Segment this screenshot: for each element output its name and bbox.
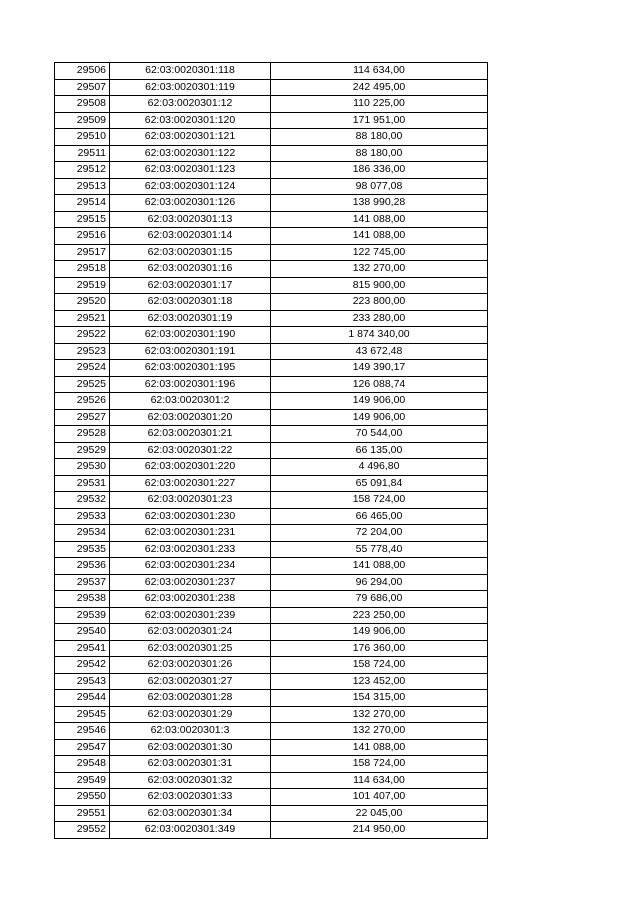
cadastral-number-cell: 62:03:0020301:237 [110,574,271,591]
cadastral-number-cell: 62:03:0020301:18 [110,294,271,311]
value-cell: 149 390,17 [271,360,488,377]
value-cell: 70 544,00 [271,426,488,443]
value-cell: 88 180,00 [271,145,488,162]
table-body [55,63,488,839]
value-cell: 98 077,08 [271,178,488,195]
row-index-cell: 29533 [55,508,110,525]
cadastral-number-cell: 62:03:0020301:120 [110,112,271,129]
table-row [55,244,488,261]
value-cell: 138 990,28 [271,195,488,212]
cadastral-number-cell: 62:03:0020301:23 [110,492,271,509]
cadastral-number-cell: 62:03:0020301:238 [110,591,271,608]
row-index-cell: 29543 [55,673,110,690]
table-row [55,393,488,410]
cadastral-number-cell: 62:03:0020301:227 [110,475,271,492]
row-index-cell: 29527 [55,409,110,426]
row-index-cell: 29537 [55,574,110,591]
cadastral-number-cell: 62:03:0020301:3 [110,723,271,740]
value-cell: 132 270,00 [271,261,488,278]
table-row [55,591,488,608]
row-index-cell: 29510 [55,129,110,146]
cadastral-number-cell: 62:03:0020301:2 [110,393,271,410]
value-cell: 214 950,00 [271,822,488,839]
row-index-cell: 29549 [55,772,110,789]
value-cell: 158 724,00 [271,657,488,674]
cadastral-number-cell: 62:03:0020301:196 [110,376,271,393]
value-cell: 114 634,00 [271,772,488,789]
cadastral-number-cell: 62:03:0020301:22 [110,442,271,459]
table-row [55,409,488,426]
row-index-cell: 29546 [55,723,110,740]
row-index-cell: 29516 [55,228,110,245]
row-index-cell: 29524 [55,360,110,377]
row-index-cell: 29552 [55,822,110,839]
value-cell: 233 280,00 [271,310,488,327]
cadastral-number-cell: 62:03:0020301:16 [110,261,271,278]
cadastral-number-cell: 62:03:0020301:31 [110,756,271,773]
row-index-cell: 29506 [55,63,110,80]
row-index-cell: 29539 [55,607,110,624]
value-cell: 126 088,74 [271,376,488,393]
table-row [55,492,488,509]
table-row [55,360,488,377]
row-index-cell: 29525 [55,376,110,393]
value-cell: 141 088,00 [271,558,488,575]
table-row [55,607,488,624]
cadastral-number-cell: 62:03:0020301:121 [110,129,271,146]
table-row [55,310,488,327]
table-row [55,327,488,344]
row-index-cell: 29532 [55,492,110,509]
value-cell: 22 045,00 [271,805,488,822]
cadastral-number-cell: 62:03:0020301:234 [110,558,271,575]
value-cell: 1 874 340,00 [271,327,488,344]
cadastral-number-cell: 62:03:0020301:26 [110,657,271,674]
row-index-cell: 29507 [55,79,110,96]
value-cell: 815 900,00 [271,277,488,294]
row-index-cell: 29548 [55,756,110,773]
value-cell: 171 951,00 [271,112,488,129]
table-row [55,789,488,806]
cadastral-number-cell: 62:03:0020301:17 [110,277,271,294]
row-index-cell: 29541 [55,640,110,657]
row-index-cell: 29519 [55,277,110,294]
row-index-cell: 29529 [55,442,110,459]
table-row [55,706,488,723]
table-row [55,508,488,525]
value-cell: 186 336,00 [271,162,488,179]
cadastral-number-cell: 62:03:0020301:191 [110,343,271,360]
value-cell: 43 672,48 [271,343,488,360]
value-cell: 154 315,00 [271,690,488,707]
cadastral-number-cell: 62:03:0020301:122 [110,145,271,162]
value-cell: 66 135,00 [271,442,488,459]
value-cell: 114 634,00 [271,63,488,80]
value-cell: 223 800,00 [271,294,488,311]
table-row [55,79,488,96]
value-cell: 176 360,00 [271,640,488,657]
cadastral-number-cell: 62:03:0020301:349 [110,822,271,839]
cadastral-number-cell: 62:03:0020301:124 [110,178,271,195]
table-row [55,294,488,311]
value-cell: 132 270,00 [271,723,488,740]
table-row [55,343,488,360]
value-cell: 223 250,00 [271,607,488,624]
row-index-cell: 29530 [55,459,110,476]
cadastral-number-cell: 62:03:0020301:34 [110,805,271,822]
value-cell: 242 495,00 [271,79,488,96]
cadastral-number-cell: 62:03:0020301:15 [110,244,271,261]
table-row [55,195,488,212]
cadastral-number-cell: 62:03:0020301:25 [110,640,271,657]
table-row [55,541,488,558]
row-index-cell: 29520 [55,294,110,311]
table-row [55,178,488,195]
table-row [55,624,488,641]
cadastral-number-cell: 62:03:0020301:220 [110,459,271,476]
cadastral-number-cell: 62:03:0020301:24 [110,624,271,641]
value-cell: 79 686,00 [271,591,488,608]
table-row [55,426,488,443]
cadastral-number-cell: 62:03:0020301:33 [110,789,271,806]
row-index-cell: 29512 [55,162,110,179]
value-cell: 149 906,00 [271,624,488,641]
row-index-cell: 29540 [55,624,110,641]
cadastral-number-cell: 62:03:0020301:14 [110,228,271,245]
row-index-cell: 29515 [55,211,110,228]
cadastral-number-cell: 62:03:0020301:30 [110,739,271,756]
value-cell: 66 465,00 [271,508,488,525]
row-index-cell: 29551 [55,805,110,822]
cadastral-number-cell: 62:03:0020301:126 [110,195,271,212]
table-row [55,112,488,129]
cadastral-number-cell: 62:03:0020301:13 [110,211,271,228]
row-index-cell: 29511 [55,145,110,162]
table-row [55,261,488,278]
row-index-cell: 29514 [55,195,110,212]
table-row [55,772,488,789]
row-index-cell: 29521 [55,310,110,327]
row-index-cell: 29544 [55,690,110,707]
cadastral-number-cell: 62:03:0020301:19 [110,310,271,327]
cadastral-number-cell: 62:03:0020301:231 [110,525,271,542]
row-index-cell: 29536 [55,558,110,575]
value-cell: 149 906,00 [271,393,488,410]
table-row [55,673,488,690]
table-row [55,640,488,657]
row-index-cell: 29542 [55,657,110,674]
value-cell: 72 204,00 [271,525,488,542]
row-index-cell: 29531 [55,475,110,492]
value-cell: 158 724,00 [271,756,488,773]
value-cell: 88 180,00 [271,129,488,146]
table-row [55,739,488,756]
table-row [55,657,488,674]
cadastral-number-cell: 62:03:0020301:12 [110,96,271,113]
table-row [55,822,488,839]
row-index-cell: 29538 [55,591,110,608]
row-index-cell: 29509 [55,112,110,129]
table-row [55,690,488,707]
value-cell: 65 091,84 [271,475,488,492]
cadastral-value-table [54,62,488,839]
cadastral-number-cell: 62:03:0020301:21 [110,426,271,443]
row-index-cell: 29534 [55,525,110,542]
value-cell: 141 088,00 [271,228,488,245]
cadastral-number-cell: 62:03:0020301:233 [110,541,271,558]
cadastral-number-cell: 62:03:0020301:27 [110,673,271,690]
value-cell: 141 088,00 [271,739,488,756]
table-row [55,376,488,393]
row-index-cell: 29526 [55,393,110,410]
value-cell: 110 225,00 [271,96,488,113]
value-cell: 132 270,00 [271,706,488,723]
table-row [55,211,488,228]
table-row [55,475,488,492]
cadastral-number-cell: 62:03:0020301:118 [110,63,271,80]
table-row [55,574,488,591]
table-row [55,525,488,542]
table-row [55,63,488,80]
cadastral-number-cell: 62:03:0020301:230 [110,508,271,525]
row-index-cell: 29523 [55,343,110,360]
cadastral-number-cell: 62:03:0020301:32 [110,772,271,789]
table-row [55,228,488,245]
value-cell: 122 745,00 [271,244,488,261]
value-cell: 101 407,00 [271,789,488,806]
table-row [55,442,488,459]
row-index-cell: 29513 [55,178,110,195]
row-index-cell: 29518 [55,261,110,278]
cadastral-number-cell: 62:03:0020301:29 [110,706,271,723]
table-row [55,145,488,162]
cadastral-number-cell: 62:03:0020301:190 [110,327,271,344]
value-cell: 123 452,00 [271,673,488,690]
cadastral-number-cell: 62:03:0020301:123 [110,162,271,179]
table-row [55,805,488,822]
cadastral-number-cell: 62:03:0020301:20 [110,409,271,426]
table-row [55,277,488,294]
value-cell: 55 778,40 [271,541,488,558]
row-index-cell: 29547 [55,739,110,756]
cadastral-number-cell: 62:03:0020301:28 [110,690,271,707]
row-index-cell: 29508 [55,96,110,113]
value-cell: 158 724,00 [271,492,488,509]
table-row [55,129,488,146]
table-row [55,459,488,476]
row-index-cell: 29550 [55,789,110,806]
cadastral-number-cell: 62:03:0020301:195 [110,360,271,377]
table-row [55,756,488,773]
value-cell: 141 088,00 [271,211,488,228]
row-index-cell: 29517 [55,244,110,261]
value-cell: 149 906,00 [271,409,488,426]
table-row [55,723,488,740]
value-cell: 96 294,00 [271,574,488,591]
row-index-cell: 29545 [55,706,110,723]
table-row [55,162,488,179]
table-row [55,96,488,113]
cadastral-number-cell: 62:03:0020301:119 [110,79,271,96]
row-index-cell: 29528 [55,426,110,443]
cadastral-number-cell: 62:03:0020301:239 [110,607,271,624]
row-index-cell: 29522 [55,327,110,344]
value-cell: 4 496,80 [271,459,488,476]
row-index-cell: 29535 [55,541,110,558]
table-row [55,558,488,575]
